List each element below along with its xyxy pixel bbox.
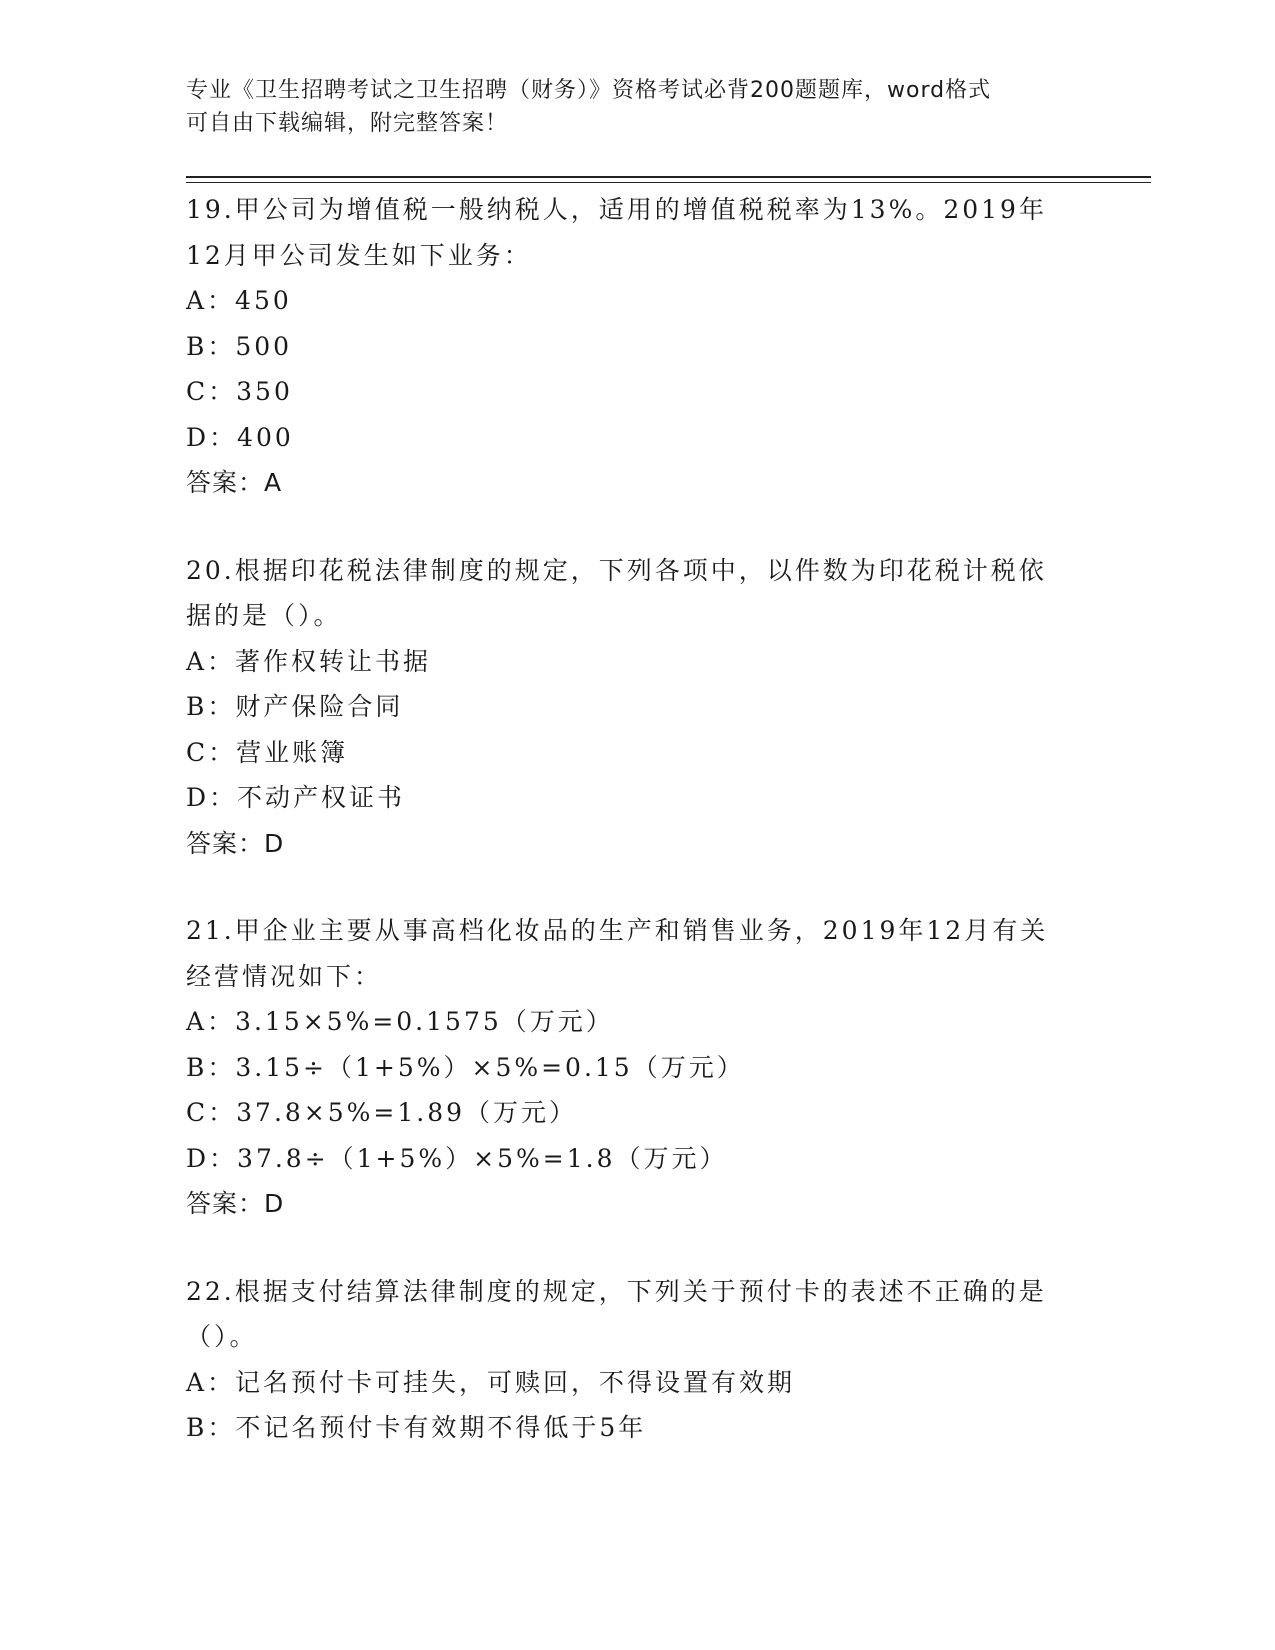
option-a: A：3.15×5%=0.1575（万元） — [186, 1007, 614, 1036]
question-stem: （）。 — [186, 1322, 258, 1351]
question-stem: 21.甲企业主要从事高档化妆品的生产和销售业务，2019年12月有关 — [186, 916, 1049, 945]
answer-label: 答案：D — [186, 1189, 285, 1218]
question-item — [186, 1269, 1086, 1451]
question-stem: 19.甲公司为增值税一般纳税人，适用的增值税税率为13%。2019年 — [186, 195, 1047, 224]
question-item — [186, 187, 1086, 506]
question-stem: 22.根据支付结算法律制度的规定，下列关于预付卡的表述不正确的是 — [186, 1276, 1047, 1306]
option-a: A：著作权转让书据 — [186, 646, 432, 676]
option-b: B：500 — [186, 331, 293, 361]
header-divider-thick — [186, 176, 1151, 178]
question-stem: 经营情况如下： — [186, 961, 383, 991]
option-d: D：37.8÷（1+5%）×5%=1.8（万元） — [186, 1143, 728, 1173]
question-item — [186, 908, 1086, 1227]
question-stem: 20.根据印花税法律制度的规定，下列各项中，以件数为印花税计税依 — [186, 555, 1047, 585]
option-b: B：3.15÷（1+5%）×5%=0.15（万元） — [186, 1052, 745, 1082]
question-item — [186, 548, 1086, 867]
option-c: C：350 — [186, 377, 293, 406]
header-title-line-2: 可自由下载编辑，附完整答案！ — [186, 111, 509, 136]
option-c: C：营业账簿 — [186, 737, 349, 767]
header-title-line-1: 专业《卫生招聘考试之卫生招聘（财务）》资格考试必背200题题库，word格式 — [186, 78, 992, 103]
option-d: D：不动产权证书 — [186, 783, 406, 812]
option-b: B：不记名预付卡有效期不得低于5年 — [186, 1413, 647, 1442]
option-a: A：记名预付卡可挂失，可赎回，不得设置有效期 — [186, 1367, 796, 1397]
option-c: C：37.8×5%=1.89（万元） — [186, 1098, 578, 1127]
question-list — [186, 187, 1086, 1451]
answer-label: 答案：D — [186, 828, 285, 858]
document-header — [186, 74, 1066, 140]
option-d: D：400 — [186, 422, 294, 452]
question-stem: 据的是（）。 — [186, 601, 342, 630]
option-b: B：财产保险合同 — [186, 692, 404, 721]
header-divider-thin — [186, 182, 1151, 183]
answer-label: 答案：A — [186, 468, 283, 497]
question-stem: 12月甲公司发生如下业务： — [186, 240, 532, 270]
option-a: A：450 — [186, 286, 292, 315]
